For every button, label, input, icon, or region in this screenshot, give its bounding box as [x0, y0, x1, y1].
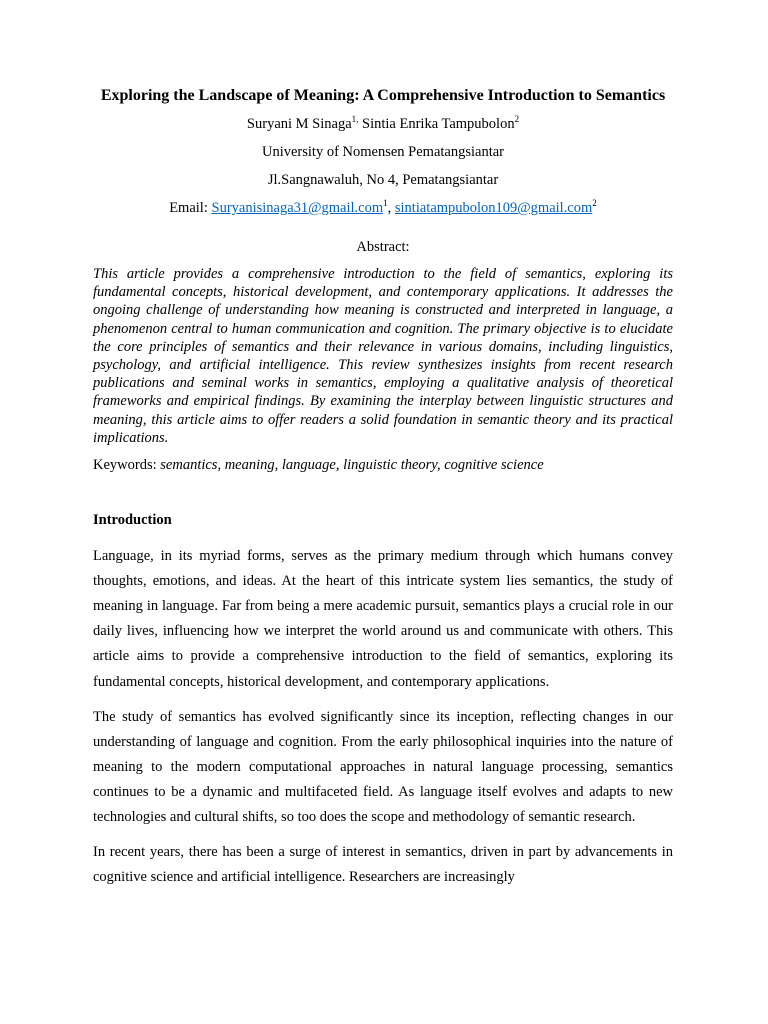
affiliation: University of Nomensen Pematangsiantar: [261, 144, 504, 160]
section-heading-introduction: Introduction: [93, 512, 172, 529]
email-affiliation-mark: 2: [592, 198, 597, 209]
author-affiliation-mark: 1,: [351, 114, 359, 125]
paper-page: [93, 86, 673, 890]
paper-title: Exploring the Landscape of Meaning: A Comprehensive Introduction to Semantics: [100, 87, 666, 104]
body-paragraph: Language, in its myriad forms, serves as the primary medium through which humans convey thoughts, emotions, and ideas. At the heart of this intricate system lies semantics, the study of meaning in language. Far from being a mere academic pursuit, semantics plays a crucial role in our daily lives, influencing how we interpret the world around us and communicate with others. This article aims to provide a comprehensive introduction to the field of semantics, exploring its fundamental concepts, historical development, and contemporary applications.: [93, 548, 673, 690]
keywords-label: Keywords:: [93, 457, 161, 474]
abstract-heading: Abstract:: [356, 239, 410, 255]
keywords-line: [93, 456, 673, 474]
keywords-value: semantics, meaning, language, linguistic theory, cognitive science: [160, 457, 544, 474]
email-label: Email:: [169, 200, 212, 216]
body-paragraph: The study of semantics has evolved significantly since its inception, reflecting changes in our understanding of language and cognition. From the early philosophical inquiries into the nature of meaning to the modern computational approaches in natural language processing, semantics continues to be a dynamic and multifaceted field. As language itself evolves and adapts to new technologies and cultural shifts, so too does the scope and methodology of semantic research.: [93, 708, 673, 825]
author-name: Suryani M Sinaga: [246, 116, 352, 132]
email-link[interactable]: Suryanisinaga31@gmail.com: [211, 200, 384, 216]
email-link[interactable]: sintiatampubolon109@gmail.com: [394, 200, 593, 216]
author-affiliation-mark: 2: [514, 114, 520, 125]
email-separator: ,: [387, 200, 395, 216]
abstract-text: This article provides a comprehensive introduction to the field of semantics, exploring its fundamental concepts, historical development, and contemporary applications. It addresses the ongoing challenge of understanding how meaning is constructed and interpreted in language, a phenomenon central to human communication and cognition. The primary objective is to elucidate the core principles of semantics and their relevance in various domains, including linguistics, psychology, and artificial intelligence. This review synthesizes insights from recent research publications and seminal works in semantics, employing a qualitative analysis of theoretical frameworks and empirical findings. By examining the interplay between linguistic structures and meaning, this article aims to offer readers a solid foundation in semantic theory and its practical implications.: [93, 266, 673, 446]
address: Jl.Sangnawaluh, No 4, Pematangsiantar: [267, 172, 499, 188]
author-name: Sintia Enrika Tampubolon: [362, 116, 515, 132]
email-affiliation-mark: 1: [383, 198, 388, 209]
email-line: [93, 199, 673, 217]
body-paragraph: In recent years, there has been a surge of interest in semantics, driven in part by advancements in cognitive science and artificial intelligence. Researchers are increasingly: [93, 844, 673, 886]
author-line: [93, 115, 673, 133]
